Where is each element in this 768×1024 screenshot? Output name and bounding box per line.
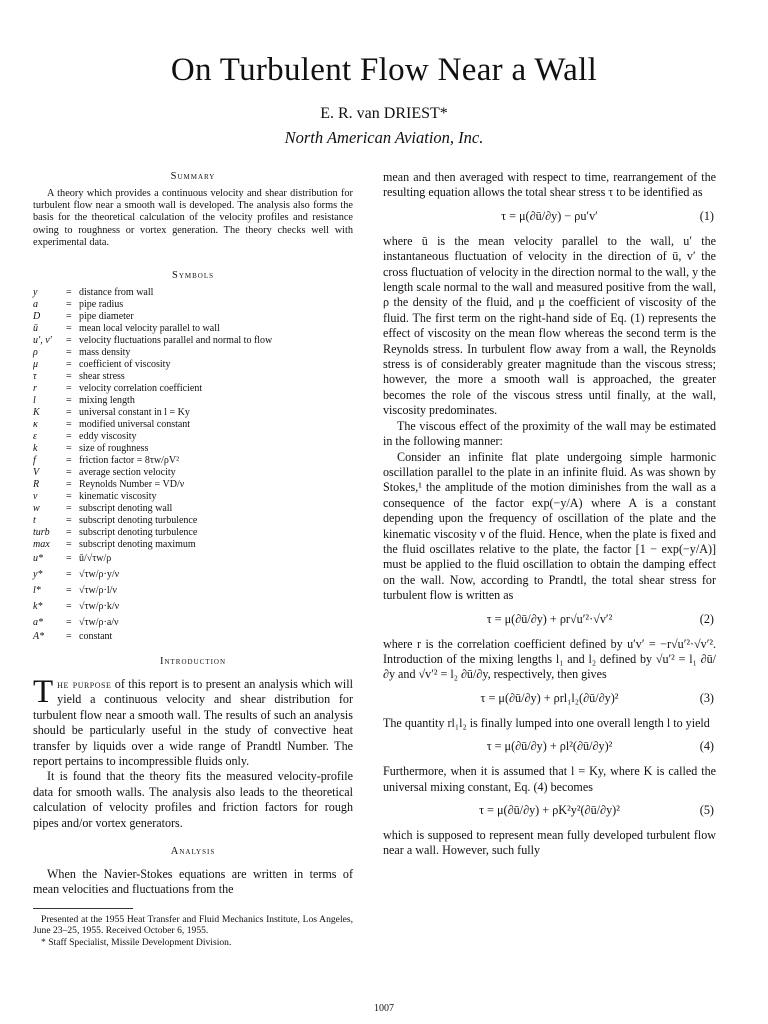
- symbol-definition: distance from wall: [79, 287, 154, 298]
- equals-sign: =: [66, 395, 72, 406]
- symbol-definition: velocity correlation coefficient: [79, 383, 203, 394]
- symbol-definition: √τw/ρ·a/ν: [79, 617, 119, 628]
- symbol-definition: shear stress: [79, 371, 125, 382]
- symbol-definition: √τw/ρ·y/ν: [79, 569, 120, 580]
- equation-3-number: (3): [699, 690, 714, 705]
- equals-sign: =: [66, 383, 72, 394]
- symbol-definition: ū/√τw/ρ: [79, 553, 112, 564]
- symbol-name: turb: [33, 527, 50, 538]
- summary-text: A theory which provides a continuous velocity and shear distribution for turbulent flow near a smooth wall is developed. The analysis also forms the basis for the theoretical calculation of the velocity profiles and resistance owing to roughness or vortex generation. The theory checks well with experimental data.: [33, 188, 353, 248]
- symbol-definition: average section velocity: [79, 467, 176, 478]
- symbol-definition: kinematic viscosity: [79, 491, 157, 502]
- symbol-definition: velocity fluctuations parallel and normal to flow: [79, 335, 273, 346]
- symbol-definition: size of roughness: [79, 443, 149, 454]
- equals-sign: =: [66, 601, 72, 612]
- symbol-name: ε: [33, 431, 37, 442]
- symbol-definition: modified universal constant: [79, 419, 191, 430]
- symbol-name: f: [33, 455, 36, 466]
- symbol-name: κ: [33, 419, 38, 430]
- equation-4: [383, 739, 716, 755]
- symbol-name: k*: [33, 601, 43, 612]
- author-line: E. R. van DRIEST*: [320, 105, 448, 122]
- right-column: [383, 170, 716, 859]
- symbol-row: [33, 299, 353, 311]
- symbol-row: [33, 599, 353, 615]
- symbol-name: y*: [33, 569, 43, 580]
- symbol-name: l*: [33, 585, 41, 596]
- symbol-name: t: [33, 515, 36, 526]
- equals-sign: =: [66, 617, 72, 628]
- symbol-row: [33, 395, 353, 407]
- equals-sign: =: [66, 503, 72, 514]
- equals-sign: =: [66, 539, 72, 550]
- equals-sign: =: [66, 491, 72, 502]
- symbol-row: [33, 287, 353, 299]
- equation-5: [383, 803, 716, 819]
- equation-5-text: τ = μ(∂ū/∂y) + ρK²y²(∂ū/∂y)²: [479, 803, 620, 818]
- equals-sign: =: [66, 431, 72, 442]
- left-column: [33, 170, 353, 949]
- right-paragraph-7: Furthermore, when it is assumed that l = Ky, where K is called the universal mixing constant, Eq. (4) becomes: [383, 764, 716, 794]
- symbol-row: [33, 431, 353, 443]
- equation-2: [383, 612, 716, 628]
- equals-sign: =: [66, 311, 72, 322]
- symbol-name: a*: [33, 617, 43, 628]
- equals-sign: =: [66, 335, 72, 346]
- right-paragraph-3: The viscous effect of the proximity of the wall may be estimated in the following manner:: [383, 418, 716, 449]
- equation-3: [383, 691, 716, 707]
- symbol-row: [33, 467, 353, 479]
- equals-sign: =: [66, 479, 72, 490]
- symbol-row: [33, 583, 353, 599]
- symbol-definition: pipe diameter: [79, 311, 134, 322]
- symbol-row: [33, 491, 353, 503]
- footnote-staff: * Staff Specialist, Missile Development Division.: [41, 937, 232, 949]
- symbol-row: [33, 311, 353, 323]
- drop-cap: T: [33, 674, 54, 710]
- symbol-definition: eddy viscosity: [79, 431, 137, 442]
- introduction-paragraph-2: It is found that the theory fits the measured velocity-profile data for smooth walls. The analysis also leads to the theoretical calculation of velocity profiles and friction factors for rough pipes and/or vortex generators.: [33, 769, 353, 830]
- equals-sign: =: [66, 467, 72, 478]
- symbol-definition: mass density: [79, 347, 131, 358]
- equation-1-number: (1): [699, 208, 714, 223]
- introduction-body: [33, 674, 353, 831]
- symbol-row: [33, 407, 353, 419]
- footnotes: [33, 914, 353, 949]
- analysis-heading: Analysis: [170, 846, 216, 858]
- symbol-name: u*: [33, 553, 43, 564]
- right-paragraph-4: Consider an infinite flat plate undergoing simple harmonic oscillation parallel to the plate in an infinite fluid. As was shown by Stokes,¹ the amplitude of the motion diminishes from the wall as a consequence of the factor exp(−y/A) where A is a constant depending upon the frequency of oscillation of the plate and the kinematic viscosity ν of the fluid. Hence, when the plate is fixed and the fluid oscillates relative to the plate, the factor [1 − exp(−y/A)] must be applied to the fluid oscillation to obtain the damping effect on the wall. Now, according to Prandtl, the total shear stress for turbulent flow is written as: [383, 449, 716, 603]
- equals-sign: =: [66, 359, 72, 370]
- symbol-name: k: [33, 443, 38, 454]
- symbol-definition: Reynolds Number = VD/ν: [79, 479, 185, 490]
- equals-sign: =: [66, 371, 72, 382]
- symbol-name: l: [33, 395, 36, 406]
- right-paragraph-6: The quantity rl₁l₂ is finally lumped into one overall length l to yield: [383, 715, 710, 730]
- symbol-row: [33, 479, 353, 491]
- symbol-definition: constant: [79, 631, 113, 642]
- symbol-definition: subscript denoting turbulence: [79, 527, 198, 538]
- equals-sign: =: [66, 585, 72, 596]
- symbol-row: [33, 323, 353, 335]
- symbol-row: [33, 615, 353, 631]
- equals-sign: =: [66, 569, 72, 580]
- symbol-definition: friction factor = 8τw/ρV²: [79, 455, 180, 466]
- right-paragraph-8: which is supposed to represent mean fully developed turbulent flow near a wall. However, such fully: [383, 828, 716, 858]
- equals-sign: =: [66, 443, 72, 454]
- symbol-row: [33, 335, 353, 347]
- symbol-name: y: [33, 287, 38, 298]
- equals-sign: =: [66, 515, 72, 526]
- symbol-name: ū: [33, 323, 38, 334]
- symbol-name: r: [33, 383, 37, 394]
- symbol-definition: √τw/ρ·k/ν: [79, 601, 120, 612]
- symbol-definition: mixing length: [79, 395, 135, 406]
- symbols-list: [33, 287, 353, 643]
- symbol-name: K: [33, 407, 40, 418]
- introduction-paragraph-1: [33, 674, 353, 769]
- equation-2-number: (2): [699, 611, 714, 626]
- symbol-name: ν: [33, 491, 38, 502]
- symbol-row: [33, 551, 353, 567]
- equation-4-text: τ = μ(∂ū/∂y) + ρl²(∂ū/∂y)²: [486, 739, 613, 754]
- symbol-name: u′, v′: [33, 335, 52, 346]
- equals-sign: =: [66, 455, 72, 466]
- symbol-row: [33, 567, 353, 583]
- symbol-row: [33, 527, 353, 539]
- equation-4-number: (4): [699, 739, 714, 754]
- equals-sign: =: [66, 323, 72, 334]
- equation-1-text: τ = μ(∂ū/∂y) − ρu′v′: [501, 209, 598, 224]
- equals-sign: =: [66, 419, 72, 430]
- equation-2-text: τ = μ(∂ū/∂y) + ρr√u′²·√v′²: [486, 611, 613, 626]
- symbol-definition: mean local velocity parallel to wall: [79, 323, 220, 334]
- symbol-row: [33, 347, 353, 359]
- equation-3-text: τ = μ(∂ū/∂y) + ρrl₁l₂(∂ū/∂y)²: [480, 691, 619, 706]
- right-paragraph-2: where ū is the mean velocity parallel to the wall, u′ the instantaneous fluctuation of velocity in the direction of ū, v′ the cross fluctuation of velocity in the direction normal to the wall, y the length scale normal to the wall and measured positive from the wall, ρ the density of the fluid, and μ the coefficient of viscosity of the fluid. The first term on the right-hand side of Eq. (1) represents the effect of viscosity on the mean flow whereas the second term is the Reynolds stress. In turbulent flow away from a wall, the Reynolds stress is of considerably greater magnitude than the viscous stress; however, the more a smooth wall is approached, the greater becomes the role of the viscous stress until finally, at the wall, viscosity predominates.: [383, 233, 716, 418]
- right-paragraph-5: where r is the correlation coefficient defined by u′v′ = −r√u′²·√v′². Introduction of the mixing lengths l₁ and l₂ defined by √u′² = l₁ ∂ū/∂y and √v′² = l₂ ∂ū/∂y, respectively, then gives: [383, 636, 716, 682]
- footnote-presented: Presented at the 1955 Heat Transfer and Fluid Mechanics Institute, Los Angeles, June 23–25, 1955. Received October 6, 1955.: [33, 913, 353, 937]
- symbol-definition: √τw/ρ·l/ν: [79, 585, 117, 596]
- symbol-name: V: [33, 467, 40, 478]
- analysis-text: When the Navier-Stokes equations are written in terms of mean velocities and fluctuations from the: [33, 867, 353, 897]
- symbol-name: D: [33, 311, 41, 322]
- symbol-definition: subscript denoting turbulence: [79, 515, 198, 526]
- symbol-definition: universal constant in l = Ky: [79, 407, 190, 418]
- summary-heading: Summary: [170, 171, 216, 182]
- equals-sign: =: [66, 347, 72, 358]
- page-title: On Turbulent Flow Near a Wall: [170, 52, 598, 88]
- page-number: 1007: [374, 1003, 394, 1014]
- equals-sign: =: [66, 553, 72, 564]
- right-paragraph-1: mean and then averaged with respect to time, rearrangement of the resulting equation allows the total shear stress τ to be identified as: [383, 170, 716, 200]
- symbol-definition: subscript denoting maximum: [79, 539, 196, 550]
- symbol-name: R: [33, 479, 40, 490]
- symbol-definition: pipe radius: [79, 299, 124, 310]
- equals-sign: =: [66, 527, 72, 538]
- equals-sign: =: [66, 299, 72, 310]
- symbol-row: [33, 359, 353, 371]
- symbol-name: A*: [33, 631, 45, 642]
- footnote-divider: [33, 908, 133, 909]
- introduction-heading: Introduction: [159, 656, 227, 667]
- equation-1: [383, 209, 716, 225]
- equals-sign: =: [66, 631, 72, 642]
- symbol-name: a: [33, 299, 38, 310]
- symbol-name: μ: [33, 359, 39, 370]
- symbol-row: [33, 515, 353, 527]
- intro-paragraph-1-text: of this report is to present an analysis which will yield a continuous velocity and shear distribution for turbulent flow near a smooth wall. The results of such an analysis should be particularly useful in the study of convective heat transfer by liquids over a wide range of Prandtl Number. The report pertains to incompressible fluids only.: [33, 677, 353, 769]
- symbol-row: [33, 539, 353, 551]
- symbol-name: max: [33, 539, 50, 550]
- equation-5-number: (5): [699, 803, 714, 817]
- equals-sign: =: [66, 287, 72, 298]
- symbol-name: ρ: [33, 347, 38, 358]
- symbol-row: [33, 419, 353, 431]
- equals-sign: =: [66, 407, 72, 418]
- symbol-row: [33, 371, 353, 383]
- symbol-name: w: [33, 503, 40, 514]
- symbol-definition: coefficient of viscosity: [79, 359, 171, 370]
- symbol-definition: subscript denoting wall: [79, 503, 173, 514]
- symbol-row: [33, 443, 353, 455]
- affiliation-line: North American Aviation, Inc.: [284, 128, 484, 147]
- symbol-row: [33, 631, 353, 643]
- intro-lead-words: he purpose: [57, 677, 112, 691]
- symbol-row: [33, 503, 353, 515]
- symbol-name: τ: [33, 371, 37, 382]
- symbol-row: [33, 383, 353, 395]
- symbols-heading: Symbols: [171, 270, 214, 281]
- symbol-row: [33, 455, 353, 467]
